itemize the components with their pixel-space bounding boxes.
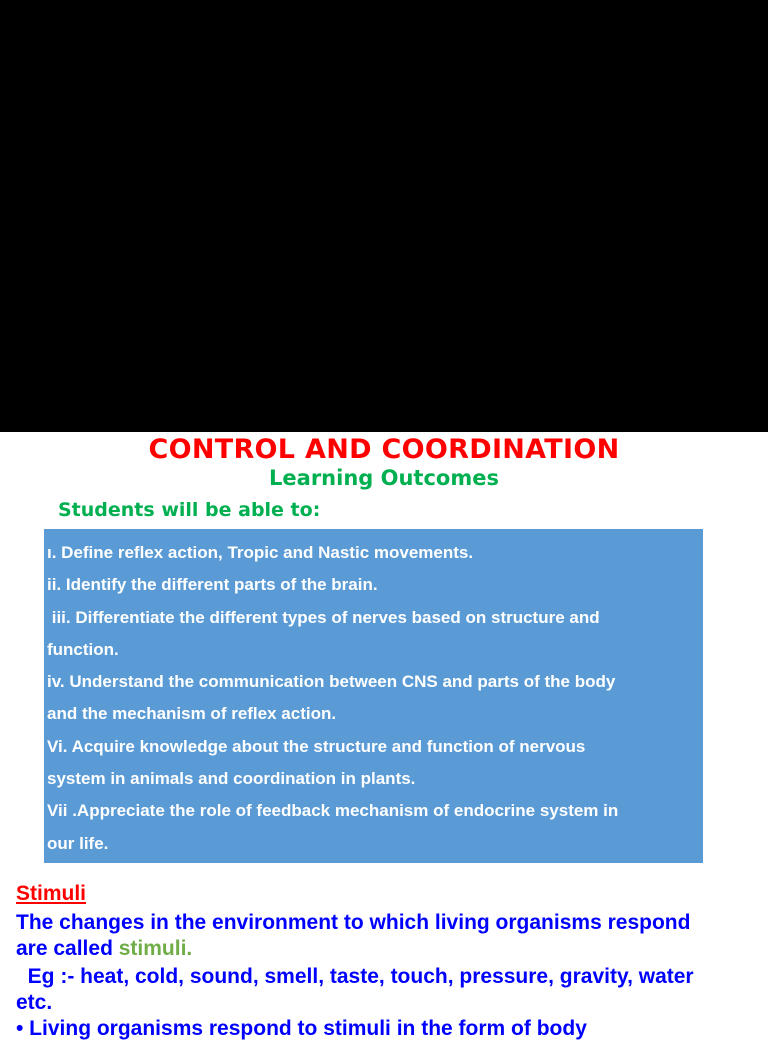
stimuli-heading: Stimuli [16,882,87,905]
black-header-band [0,0,768,432]
stimuli-response-line: • Living organisms respond to stimuli in the form of body [16,1017,587,1040]
outcome-line: function. [47,639,119,659]
page-title: CONTROL AND COORDINATION [148,434,620,465]
outcome-line: iv. Understand the communication between CNS and parts of the body [47,672,616,692]
intro-line: Students will be able to: [58,499,321,521]
learning-outcomes-box [44,529,703,863]
outcome-line: system in animals and coordination in plants. [47,769,416,789]
outcome-line: our life. [47,833,109,853]
outcome-line: ii. Identify the different parts of the brain. [47,575,378,595]
outcome-line: Vi. Acquire knowledge about the structure and function of nervous [47,736,586,756]
outcome-line: ı. Define reflex action, Tropic and Nastic movements. [47,543,474,562]
section-subtitle: Learning Outcomes [269,466,499,490]
stimuli-examples-line-2: etc. [16,991,53,1014]
outcome-line: and the mechanism of reflex action. [47,704,337,724]
definition-prefix: are called [16,937,119,960]
outcome-line: iii. Differentiate the different types of nerves based on structure and [47,607,600,627]
stimuli-definition-line-1: The changes in the environment to which living organisms respond [16,911,691,934]
stimuli-term: stimuli. [118,937,193,960]
stimuli-examples-line-1: Eg :- heat, cold, sound, smell, taste, touch, pressure, gravity, water [16,965,694,988]
stimuli-definition-line-2 [16,936,192,962]
outcome-line: Vii .Appreciate the role of feedback mechanism of endocrine system in [47,801,619,821]
